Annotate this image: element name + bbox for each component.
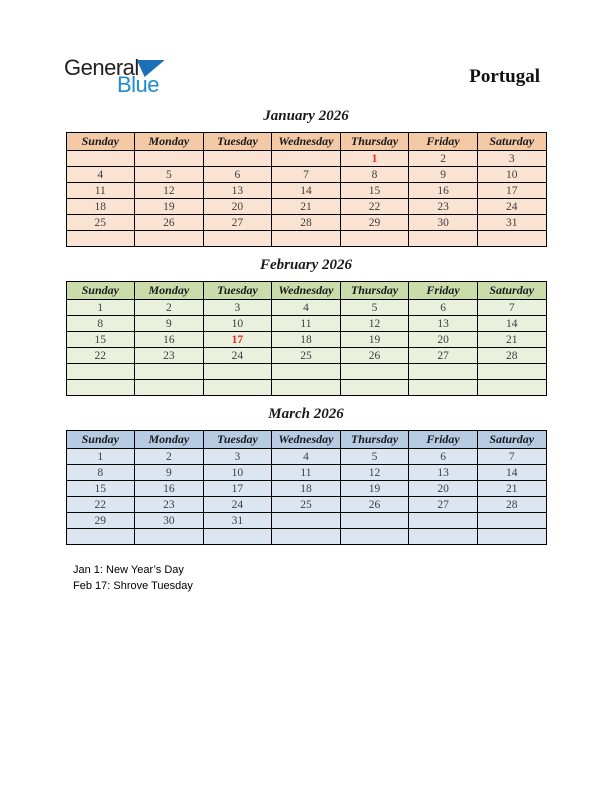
date-cell: 27: [203, 215, 272, 231]
months-container: [0, 107, 612, 545]
date-cell: 23: [135, 497, 204, 513]
date-cell: 5: [340, 449, 409, 465]
date-cell: 2: [135, 300, 204, 316]
date-cell: 16: [135, 481, 204, 497]
date-cell: 29: [66, 513, 135, 529]
week-row: [66, 380, 546, 396]
empty-cell: [477, 364, 546, 380]
date-cell: 13: [409, 316, 478, 332]
empty-cell: [272, 513, 341, 529]
date-cell: 24: [203, 348, 272, 364]
date-cell: 21: [272, 199, 341, 215]
date-cell: 25: [272, 348, 341, 364]
date-cell: 12: [135, 183, 204, 199]
date-cell: 24: [203, 497, 272, 513]
date-cell: 26: [340, 348, 409, 364]
day-header: Sunday: [66, 133, 135, 151]
empty-cell: [477, 231, 546, 247]
date-cell: 28: [272, 215, 341, 231]
empty-cell: [203, 151, 272, 167]
week-row: [66, 449, 546, 465]
date-cell: 8: [340, 167, 409, 183]
date-cell: 1: [66, 449, 135, 465]
date-cell: 29: [340, 215, 409, 231]
week-row: [66, 364, 546, 380]
empty-cell: [340, 529, 409, 545]
date-cell: 6: [203, 167, 272, 183]
day-header: Monday: [135, 133, 204, 151]
date-cell: 15: [66, 481, 135, 497]
week-row: [66, 151, 546, 167]
empty-cell: [409, 513, 478, 529]
date-cell: 5: [135, 167, 204, 183]
date-cell: 3: [203, 449, 272, 465]
date-cell: 13: [203, 183, 272, 199]
date-cell: 9: [409, 167, 478, 183]
date-cell: 17: [477, 183, 546, 199]
day-header: Saturday: [477, 282, 546, 300]
empty-cell: [135, 529, 204, 545]
logo-text-blue: Blue: [117, 72, 160, 97]
date-cell: 18: [66, 199, 135, 215]
date-cell: 19: [340, 332, 409, 348]
day-header: Wednesday: [272, 431, 341, 449]
date-cell: 4: [66, 167, 135, 183]
date-cell: 14: [477, 316, 546, 332]
empty-cell: [135, 151, 204, 167]
date-cell: 10: [203, 316, 272, 332]
empty-cell: [272, 231, 341, 247]
date-cell: 27: [409, 348, 478, 364]
empty-cell: [272, 364, 341, 380]
empty-cell: [66, 380, 135, 396]
date-cell: 19: [340, 481, 409, 497]
date-cell: 23: [135, 348, 204, 364]
date-cell: 31: [477, 215, 546, 231]
date-cell: 30: [409, 215, 478, 231]
date-cell: 3: [203, 300, 272, 316]
empty-cell: [409, 364, 478, 380]
date-cell: 10: [203, 465, 272, 481]
date-cell: 12: [340, 316, 409, 332]
date-cell: 25: [66, 215, 135, 231]
holiday-notes: [73, 562, 193, 594]
empty-cell: [203, 231, 272, 247]
date-cell: 2: [135, 449, 204, 465]
empty-cell: [477, 529, 546, 545]
date-cell: 5: [340, 300, 409, 316]
date-cell: 14: [477, 465, 546, 481]
day-header: Tuesday: [203, 431, 272, 449]
week-row: [66, 332, 546, 348]
day-header: Monday: [135, 431, 204, 449]
day-header-row: [66, 431, 546, 449]
day-header: Thursday: [340, 282, 409, 300]
date-cell: 11: [272, 316, 341, 332]
empty-cell: [272, 380, 341, 396]
date-cell: 1: [66, 300, 135, 316]
date-cell: 30: [135, 513, 204, 529]
week-row: [66, 183, 546, 199]
empty-cell: [203, 364, 272, 380]
day-header: Saturday: [477, 133, 546, 151]
day-header: Monday: [135, 282, 204, 300]
week-row: [66, 300, 546, 316]
day-header: Friday: [409, 282, 478, 300]
week-row: [66, 513, 546, 529]
month-section: [0, 256, 612, 396]
empty-cell: [477, 513, 546, 529]
empty-cell: [340, 364, 409, 380]
week-row: [66, 497, 546, 513]
day-header: Sunday: [66, 282, 135, 300]
empty-cell: [66, 364, 135, 380]
date-cell: 18: [272, 481, 341, 497]
date-cell: 6: [409, 300, 478, 316]
date-cell: 8: [66, 316, 135, 332]
date-cell: 3: [477, 151, 546, 167]
empty-cell: [135, 364, 204, 380]
month-calendar-table: [66, 281, 547, 396]
empty-cell: [203, 380, 272, 396]
date-cell: 28: [477, 348, 546, 364]
empty-cell: [272, 529, 341, 545]
date-cell: 20: [409, 481, 478, 497]
date-cell: 4: [272, 300, 341, 316]
date-cell: 10: [477, 167, 546, 183]
date-cell: 19: [135, 199, 204, 215]
empty-cell: [66, 231, 135, 247]
date-cell: 27: [409, 497, 478, 513]
day-header: Friday: [409, 133, 478, 151]
empty-cell: [272, 151, 341, 167]
date-cell: 23: [409, 199, 478, 215]
date-cell: 25: [272, 497, 341, 513]
day-header: Friday: [409, 431, 478, 449]
date-cell: 22: [66, 348, 135, 364]
empty-cell: [135, 380, 204, 396]
date-cell: 15: [340, 183, 409, 199]
empty-cell: [340, 231, 409, 247]
month-title: February 2026: [259, 257, 353, 273]
date-cell: 28: [477, 497, 546, 513]
date-cell: 9: [135, 465, 204, 481]
date-cell: 14: [272, 183, 341, 199]
month-section: [0, 107, 612, 247]
date-cell: 20: [409, 332, 478, 348]
date-cell: 26: [340, 497, 409, 513]
date-cell: 6: [409, 449, 478, 465]
date-cell: 21: [477, 332, 546, 348]
week-row: [66, 465, 546, 481]
date-cell: 2: [409, 151, 478, 167]
date-cell: 15: [66, 332, 135, 348]
week-row: [66, 231, 546, 247]
holiday-note-line: Feb 17: Shrove Tuesday: [73, 580, 193, 592]
month-title: January 2026: [263, 108, 349, 124]
month-calendar-table: [66, 132, 547, 247]
date-cell: 9: [135, 316, 204, 332]
date-cell: 7: [477, 300, 546, 316]
day-header: Thursday: [340, 431, 409, 449]
holiday-note-line: Jan 1: New Year’s Day: [73, 564, 184, 576]
empty-cell: [409, 529, 478, 545]
date-cell: 21: [477, 481, 546, 497]
week-row: [66, 199, 546, 215]
week-row: [66, 529, 546, 545]
date-cell: 11: [66, 183, 135, 199]
date-cell: 7: [477, 449, 546, 465]
empty-cell: [409, 231, 478, 247]
empty-cell: [409, 380, 478, 396]
date-cell: 8: [66, 465, 135, 481]
empty-cell: [66, 529, 135, 545]
date-cell: 26: [135, 215, 204, 231]
date-cell: 11: [272, 465, 341, 481]
day-header-row: [66, 282, 546, 300]
empty-cell: [477, 380, 546, 396]
date-cell: 18: [272, 332, 341, 348]
day-header: Thursday: [340, 133, 409, 151]
date-cell: 20: [203, 199, 272, 215]
empty-cell: [135, 231, 204, 247]
day-header: Wednesday: [272, 282, 341, 300]
date-cell: 17: [203, 332, 272, 348]
week-row: [66, 316, 546, 332]
date-cell: 22: [340, 199, 409, 215]
month-title: March 2026: [268, 406, 344, 422]
day-header: Sunday: [66, 431, 135, 449]
month-calendar-table: [66, 430, 547, 545]
logo-text-general: General: [64, 55, 139, 80]
day-header: Wednesday: [272, 133, 341, 151]
day-header: Tuesday: [203, 282, 272, 300]
week-row: [66, 215, 546, 231]
date-cell: 31: [203, 513, 272, 529]
date-cell: 12: [340, 465, 409, 481]
empty-cell: [66, 151, 135, 167]
date-cell: 16: [409, 183, 478, 199]
date-cell: 22: [66, 497, 135, 513]
date-cell: 16: [135, 332, 204, 348]
date-cell: 24: [477, 199, 546, 215]
empty-cell: [203, 529, 272, 545]
month-section: [0, 405, 612, 545]
week-row: [66, 481, 546, 497]
date-cell: 7: [272, 167, 341, 183]
date-cell: 17: [203, 481, 272, 497]
day-header: Saturday: [477, 431, 546, 449]
week-row: [66, 348, 546, 364]
day-header-row: [66, 133, 546, 151]
empty-cell: [340, 513, 409, 529]
week-row: [66, 167, 546, 183]
empty-cell: [340, 380, 409, 396]
day-header: Tuesday: [203, 133, 272, 151]
page-title: Portugal: [469, 66, 540, 87]
date-cell: 4: [272, 449, 341, 465]
date-cell: 13: [409, 465, 478, 481]
date-cell: 1: [340, 151, 409, 167]
